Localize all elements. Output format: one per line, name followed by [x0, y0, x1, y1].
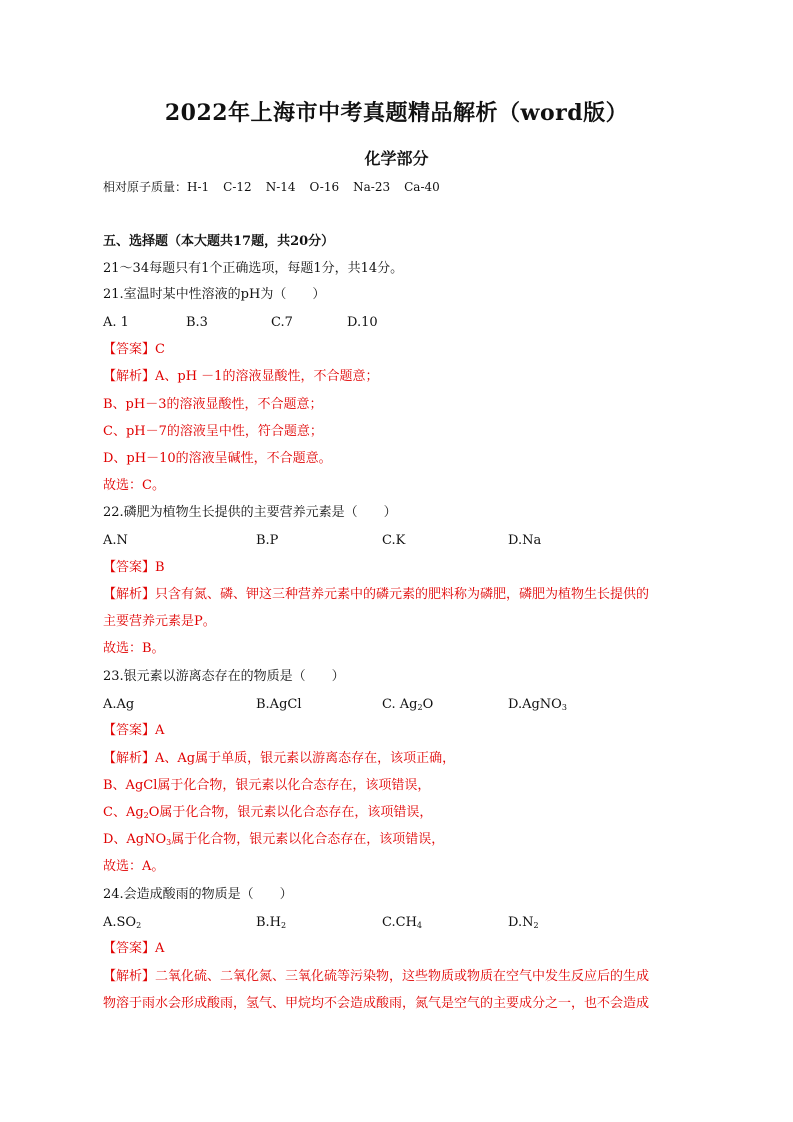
- q24-option-b: $B.H_2$: [256, 915, 287, 930]
- mass-c: C-12: [223, 180, 252, 194]
- q21-option-b: B.3: [186, 315, 208, 330]
- q24-option-a: $A.SO_2$: [103, 915, 142, 930]
- q23-option-c: C. $Ag_2O$: [382, 697, 434, 712]
- q21-analysis-line: D、pH－10的溶液呈碱性，不合题意。: [103, 451, 332, 466]
- q23-analysis-line: C、$Ag_2O$属于化合物，银元素以化合态存在，该项错误，: [103, 805, 433, 820]
- q21-stem: 21.室温时某中性溶液的pH为（ ）: [103, 287, 326, 302]
- q23-option-a: A.Ag: [103, 697, 135, 712]
- q21-analysis-line: B、pH－3的溶液显酸性，不合题意；: [103, 397, 323, 412]
- q24-analysis-line: 【解析】二氧化硫、二氧化氮、三氧化硫等污染物，这些物质或物质在空气中发生反应后的生成: [103, 969, 650, 984]
- q23-option-b: B.AgCl: [256, 697, 302, 712]
- mass-h: H-1: [187, 180, 210, 194]
- q21-option-a: A. 1: [103, 315, 129, 330]
- q22-option-b: B.P: [256, 533, 279, 548]
- q23-analysis-line: 【解析】A、Ag属于单质，银元素以游离态存在，该项正确，: [103, 751, 456, 766]
- q22-option-a: A.N: [103, 533, 128, 548]
- q23-analysis-line: D、AgNO$_3$属于化合物，银元素以化合态存在，该项错误，: [103, 832, 445, 847]
- q23-stem: 23.银元素以游离态存在的物质是（ ）: [103, 669, 345, 684]
- q22-option-d: D.Na: [508, 533, 542, 548]
- q21-analysis-line: 故选：C。: [103, 478, 165, 493]
- q24-option-d: $D.N_2$: [508, 915, 539, 930]
- q24-analysis-line: 物溶于雨水会形成酸雨，氢气、甲烷均不会造成酸雨，氮气是空气的主要成分之一，也不会造成: [103, 996, 650, 1011]
- q24-option-c: $C.CH_4$: [382, 915, 422, 930]
- q23-option-d: D.AgNO$_3$: [508, 697, 567, 712]
- page-title: 2022年上海市中考真题精品解析（word版）: [164, 100, 629, 126]
- q21-analysis-line: 【解析】A、pH －1的溶液显酸性，不合题意；: [103, 369, 379, 384]
- q21-option-d: D.10: [347, 315, 378, 330]
- q23-analysis-line: B、AgCl属于化合物，银元素以化合态存在，该项错误，: [103, 778, 431, 793]
- atomic-masses-label: 相对原子质量：: [103, 180, 188, 194]
- atomic-masses: [103, 178, 454, 196]
- page-subtitle: 化学部分: [364, 149, 429, 168]
- q23-analysis-line: 故选：A。: [103, 859, 165, 874]
- q21-answer: 【答案】C: [103, 342, 165, 357]
- mass-n: N-14: [265, 180, 296, 194]
- q21-option-c: C.7: [271, 315, 293, 330]
- mass-na: Na-23: [353, 180, 391, 194]
- q22-analysis-line: 故选：B。: [103, 641, 165, 656]
- q23-answer: 【答案】A: [103, 723, 165, 738]
- q24-stem: 24.会造成酸雨的物质是（ ）: [103, 887, 293, 902]
- section-heading: 五、选择题（本大题共17题，共20分）: [103, 234, 335, 249]
- q21-analysis-line: C、pH－7的溶液呈中性，符合题意；: [103, 424, 323, 439]
- mass-o: O-16: [309, 180, 340, 194]
- q24-answer: 【答案】A: [103, 941, 165, 956]
- q22-option-c: C.K: [382, 533, 406, 548]
- section-instructions: 21～34每题只有1个正确选项，每题1分，共14分。: [103, 261, 404, 276]
- q22-answer: 【答案】B: [103, 560, 165, 575]
- mass-ca: Ca-40: [404, 180, 440, 194]
- q22-analysis-line: 主要营养元素是P。: [103, 614, 216, 629]
- q22-analysis-line: 【解析】只含有氮、磷、钾这三种营养元素中的磷元素的肥料称为磷肥，磷肥为植物生长提供的: [103, 587, 650, 602]
- q22-stem: 22.磷肥为植物生长提供的主要营养元素是（ ）: [103, 505, 397, 520]
